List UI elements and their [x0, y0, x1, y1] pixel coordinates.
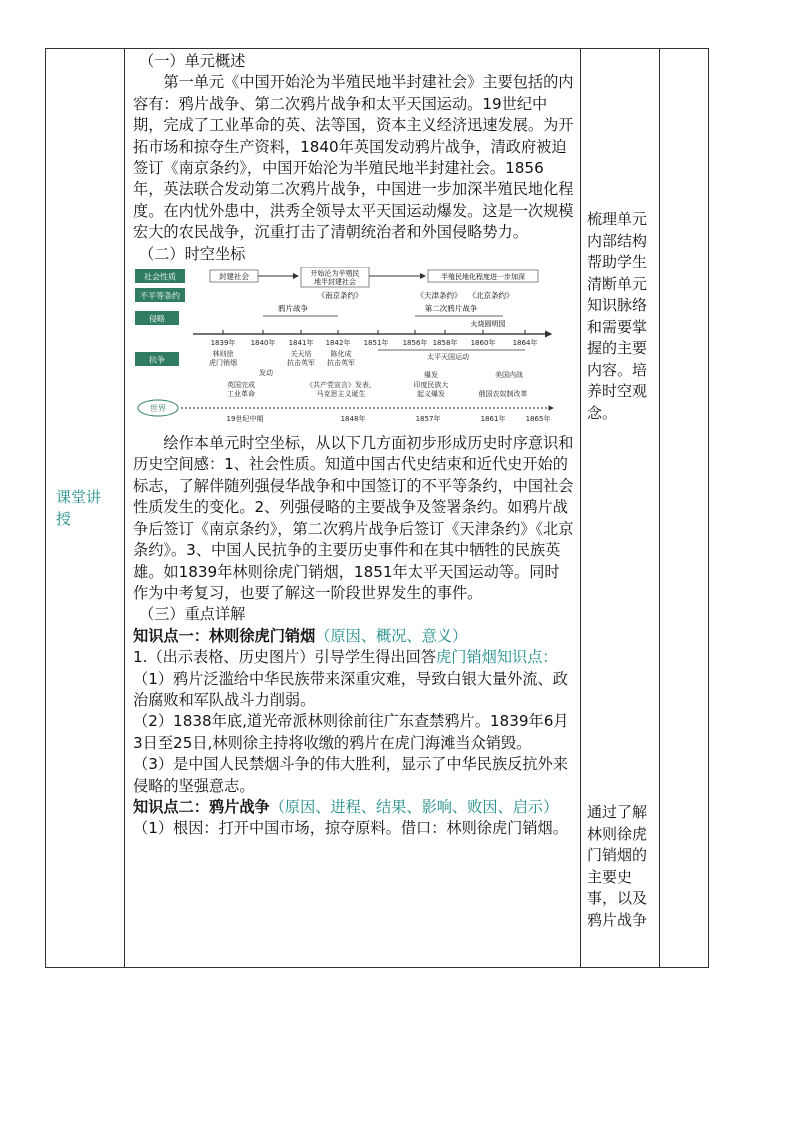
resist-chen: 陈化成	[330, 350, 352, 359]
stage-label: 课堂讲授	[56, 488, 102, 528]
year-1839: 1839年	[210, 339, 236, 348]
war-yuanmingyuan: 火烧圆明园	[470, 320, 506, 329]
k1-title	[133, 626, 574, 647]
year-1860: 1860年	[470, 339, 496, 348]
year-1851: 1851年	[363, 339, 389, 348]
world-us-civil: 美国内战	[495, 371, 523, 380]
world-years	[227, 414, 551, 423]
resist-taiping: 太平天国运动	[427, 353, 469, 362]
misc-launch: 发动	[259, 369, 273, 378]
world-uk-2: 工业革命	[227, 390, 255, 399]
wyear-1861: 1861年	[480, 415, 506, 424]
society-feudal: 封建社会	[219, 272, 249, 282]
wyear-1848: 1848年	[340, 415, 366, 424]
world-india-1: 印度民族大	[413, 381, 449, 390]
resist-events	[209, 349, 525, 380]
society-deepen: 半殖民地化程度进一步加深	[441, 273, 525, 282]
empty-cell	[660, 49, 709, 968]
k1-intro	[133, 647, 574, 668]
label-invasion-text: 侵略	[149, 314, 165, 324]
wyear-1865: 1865年	[525, 415, 551, 424]
misc-outbreak: 爆发	[424, 371, 438, 380]
label-society-text: 社会性质	[144, 272, 176, 282]
resist-chen-2: 抗击英军	[327, 359, 355, 368]
wyear-1857: 1857年	[415, 415, 441, 424]
year-1841: 1841年	[288, 339, 314, 348]
war-second-opium: 第二次鸦片战争	[424, 304, 478, 314]
stage-cell	[46, 49, 125, 968]
k1-point-1: （1）鸦片泛滥给中华民族带来深重灾难，导致白银大量外流、政治腐败和军队战斗力削弱。	[133, 669, 568, 709]
resist-humen: 虎门销烟	[209, 359, 237, 368]
treaty-beijing: 《北京条约》	[468, 291, 514, 301]
note-structure: 梳理单元内部结构帮助学生清断单元知识脉络和需要掌握的主要内容。培养时空观念。	[587, 210, 648, 422]
sec2-paragraph: 绘作本单元时空坐标，从以下几方面初步形成历史时序意识和历史空间感：1、社会性质。知道中国古代史结束和近代史开始的标志，了解伴随列强侵华战争和中国签订的不平等条约，中国社会性质发生的变化。2、列强侵略的主要战争及签署条约。如鸦片战争后签订《南京条约》，第二次鸦片战争后签订《天津条约》《北京条约》。3、中国人民抗争的主要历史事件和在其中牺牲的民族英雄。如1839年林则徐虎门销烟，1851年太平天国运动等。同时作为中考复习，也要了解这一阶段世界发生的事件。	[133, 434, 574, 602]
k2-title	[133, 797, 574, 818]
k1-point-2: （2）1838年底,道光帝派林则徐前往广东查禁鸦片。1839年6月3日至25日,林则徐主持将收缴的鸦片在虎门海滩当众销毁。	[133, 712, 569, 752]
k1-point-3: （3）是中国人民禁烟斗争的伟大胜利，显示了中华民族反抗外来侵略的坚强意志。	[133, 755, 568, 795]
world-manifesto-2: 马克思主义诞生	[316, 390, 366, 399]
society-semi-2: 地半封建社会	[314, 278, 356, 287]
timeline-diagram	[133, 267, 573, 429]
treaty-tianjin: 《天津条约》	[416, 291, 462, 301]
world-india-2: 起义爆发	[417, 390, 445, 399]
label-treaty-text: 不平等条约	[140, 291, 180, 301]
treaty-nanjing: 《南京条约》	[317, 291, 363, 301]
sec3-heading: （三）重点详解	[139, 605, 246, 624]
content	[125, 49, 580, 840]
notes-cell	[581, 49, 660, 968]
k1-hint: （原因、概况、意义）	[315, 626, 468, 645]
year-1856: 1856年	[402, 339, 428, 348]
resist-lin: 林则徐	[212, 350, 234, 359]
world-manifesto-1: 《共产党宣言》发表，	[306, 381, 376, 390]
resist-guan-2: 抗击英军	[287, 359, 315, 368]
year-1864: 1864年	[512, 339, 538, 348]
sec1-paragraph: 第一单元《中国开始沦为半殖民地半封建社会》主要包括的内容有：鸦片战争、第二次鸦片战争和太平天国运动。19世纪中期，完成了工业革命的英、法等国，资本主义经济迅速发展。为开拓市场和掠夺生产资料，1840年英国发动鸦片战争，清政府被迫签订《南京条约》，中国开始沦为半殖民地半封建社会。1856年，英法联合发动第二次鸦片战争，中国进一步加深半殖民地化程度。在内忧外患中，洪秀全领导太平天国运动爆发。这是一次规模宏大的农民战争，沉重打击了清朝统治者和外国侵略势力。	[133, 73, 574, 242]
content-cell	[125, 49, 581, 968]
k1-intro-b: 虎门销烟知识点	[436, 648, 543, 667]
note-humen: 通过了解林则徐虎门销烟的主要史事，以及鸦片战争	[587, 803, 648, 929]
sec2-heading: （二）时空坐标	[139, 244, 246, 263]
world-uk-1: 英国完成	[227, 381, 255, 390]
k2-title-text: 知识点二：鸦片战争	[133, 797, 270, 816]
world-russia: 俄国农奴制改革	[478, 390, 528, 399]
year-1858: 1858年	[432, 339, 458, 348]
k1-title-text: 知识点一：林则徐虎门销烟	[133, 626, 316, 645]
k1-intro-a: 1.（出示表格、历史图片）引导学生得出回答	[133, 648, 437, 667]
label-world-text: 世界	[150, 404, 166, 414]
k2-hint: （原因、进程、结果、影响、败因、启示）	[269, 797, 559, 816]
society-semi-1: 开始沦为半殖民	[310, 269, 360, 278]
axis-years	[211, 330, 538, 347]
resist-guan: 关天培	[290, 350, 312, 359]
year-1842: 1842年	[325, 339, 351, 348]
lesson-table	[45, 48, 709, 968]
war-opium: 鸦片战争	[278, 304, 308, 314]
label-resist-text: 抗争	[149, 355, 165, 365]
year-1840: 1840年	[250, 339, 276, 348]
sec1-heading: （一）单元概述	[139, 52, 246, 70]
wyear-19c: 19世纪中期	[226, 415, 264, 424]
k2-point-1: （1）根因：打开中国市场，掠夺原料。借口：林则徐虎门销烟。	[133, 819, 568, 838]
k1-intro-c: ：	[542, 648, 558, 667]
